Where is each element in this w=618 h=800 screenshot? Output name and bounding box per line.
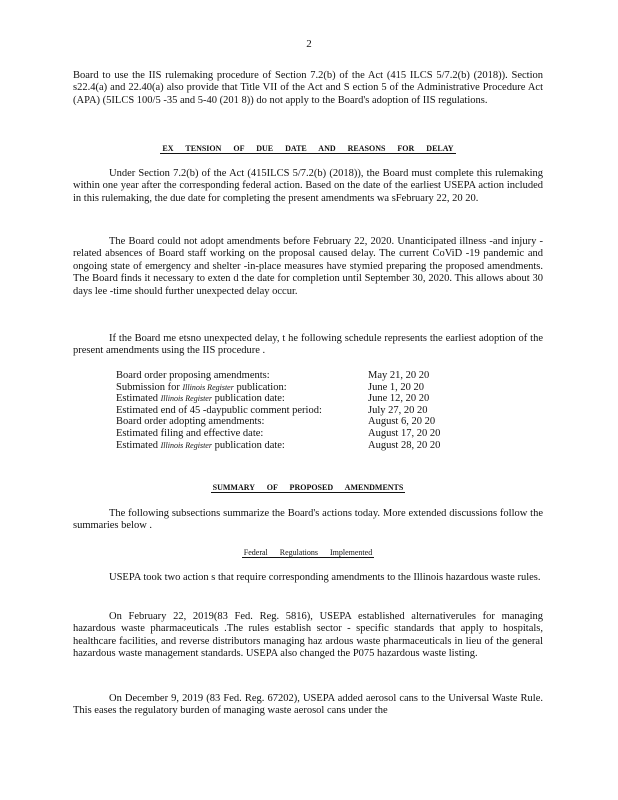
schedule-date: May 21, 20 20 — [368, 370, 430, 381]
federal-heading — [73, 547, 543, 558]
february-text: On February 22, 2019(83 Fed. Reg. 5816), USEPA established alternativerules for managing hazardous waste pharmaceuticals .The rules establish sector - specific standards that apply to hospitals, healthcare facilities, and reverse distributors managing haz ardous waste pharmaceuticals in lieu of the general hazardous waste management standards. USEPA also changed the P075 hazardous waste listing. — [73, 611, 543, 660]
intro-paragraph — [73, 70, 543, 107]
schedule-event: Estimated Illinois Register publication date: — [116, 393, 285, 405]
schedule-event: Estimated Illinois Register publication date: — [116, 439, 285, 451]
december-paragraph — [73, 693, 543, 718]
under-section-text: Under Section 7.2(b) of the Act (415ILCS 5/7.2(b) (2018)), the Board must complete this rulemaking within one year after the corresponding federal action. Based on the date of the earliest USEPA action included in this rulemaking, the due date for completing the present amendments wa sFebruary 22, 20 20. — [73, 168, 543, 204]
schedule-row — [116, 416, 476, 428]
intro-paragraph-text: Board to use the IIS rulemaking procedure of Section 7.2(b) of the Act (415 ILCS 5/7.2(b) (2018)). Section s22.4(a) and 22.40(a) also provide that Title VII of the Act and S ection 5 of the Administrative Procedure Act (APA) (5ILCS 100/5 -35 and 5-40 (201 8)) do not apply to the Board's adoption of IIS regulations. — [73, 70, 543, 106]
schedule-date: July 27, 20 20 — [368, 404, 428, 416]
following-paragraph — [73, 508, 543, 533]
schedule-row — [116, 405, 476, 417]
schedule-event: Estimated end of 45 -daypublic comment period: — [116, 404, 322, 416]
schedule-event: Board order adopting amendments: — [116, 416, 265, 428]
schedule-date: August 28, 20 20 — [368, 439, 441, 451]
could-not-adopt-paragraph — [73, 236, 543, 298]
page-number: 2 — [306, 38, 312, 50]
schedule-table — [116, 370, 476, 451]
following-text: The following subsections summarize the Board's actions today. More extended discussions follow the summaries below . — [73, 508, 543, 532]
usepa-two-actions-paragraph — [73, 572, 543, 584]
extension-heading — [73, 143, 543, 154]
federal-heading-text: Federal Regulations Implemented — [243, 548, 373, 557]
extension-heading-text: EX TENSION OF DUE DATE AND REASONS FOR DELAY — [162, 144, 454, 153]
schedule-event: Estimated filing and effective date: — [116, 427, 264, 439]
schedule-date: June 12, 20 20 — [368, 393, 430, 405]
schedule-date: June 1, 20 20 — [368, 381, 424, 393]
schedule-date: August 6, 20 20 — [368, 416, 436, 428]
schedule-row — [116, 370, 476, 382]
schedule-event: Board order proposing amendments: — [116, 370, 270, 381]
schedule-date: August 17, 20 20 — [368, 427, 441, 439]
schedule-row — [116, 382, 476, 394]
february-paragraph — [73, 611, 543, 661]
summary-heading-text: SUMMARY OF PROPOSED AMENDMENTS — [212, 483, 404, 492]
schedule-row — [116, 393, 476, 405]
schedule-event: Submission for Illinois Register publication: — [116, 381, 287, 393]
usepa-two-actions-text: USEPA took two action s that require corresponding amendments to the Illinois hazardous waste rules. — [109, 572, 541, 583]
december-text: On December 9, 2019 (83 Fed. Reg. 67202), USEPA added aerosol cans to the Universal Waste Rule. This eases the regulatory burden of managing waste aerosol cans under the — [73, 693, 543, 717]
schedule-intro-text: If the Board me etsno unexpected delay, t he following schedule represents the earliest adoption of the present amendments using the IIS procedure . — [73, 333, 543, 357]
summary-heading — [73, 482, 543, 493]
schedule-intro-paragraph — [73, 333, 543, 358]
could-not-adopt-text: The Board could not adopt amendments before February 22, 2020. Unanticipated illness -and injury -related absences of Board staff working on the proposal caused delay. The current CoViD -19 pandemic and ongoing state of emergency and shelter -in-place measures have stymied preparing the proposed amendments. The Board finds it necessary to exten d the date for completion until September 30, 2020. This allows about 30 days lee -time should further unexpected delay occur. — [73, 236, 543, 297]
schedule-row — [116, 428, 476, 440]
schedule-row — [116, 440, 476, 452]
under-section-paragraph — [73, 168, 543, 205]
